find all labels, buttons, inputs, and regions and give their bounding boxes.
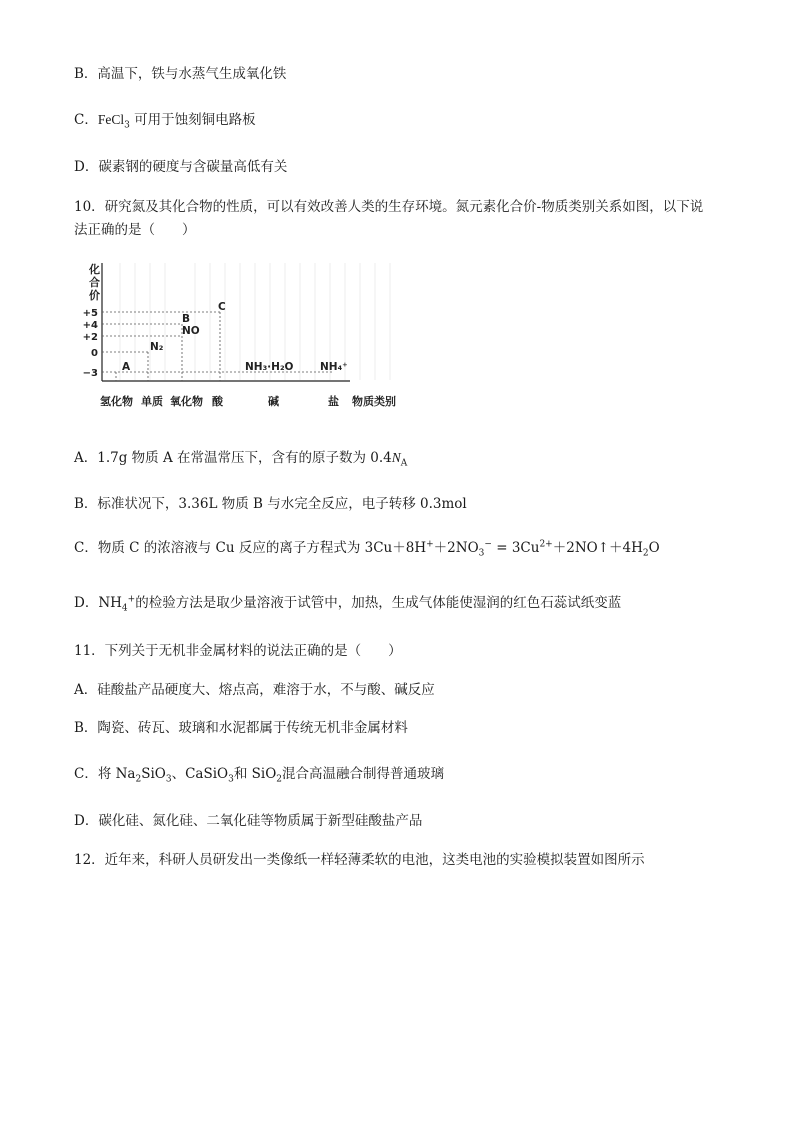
y-axis-label-1: 化 — [89, 263, 100, 276]
q11-option-d: D．碳化硅、氮化硅、二氧化硅等物质属于新型硅酸盐产品 — [74, 813, 423, 829]
y-tick-label: 0 — [91, 348, 98, 359]
y-axis-label-2: 合 — [89, 276, 100, 289]
point-label: B — [182, 313, 191, 325]
point-label: NH₃·H₂O — [245, 361, 294, 373]
point-label: A — [122, 361, 131, 373]
q12-stem: 12．近年来，科研人员研发出一类像纸一样轻薄柔软的电池，这类电池的实验模拟装置如图所示 — [74, 852, 645, 868]
q11-option-a: A．硅酸盐产品硬度大、熔点高，难溶于水，不与酸、碱反应 — [74, 682, 435, 698]
x-axis-label: 物质类别 — [352, 395, 396, 408]
q9-option-d: D．碳素钢的硬度与含碳量高低有关 — [74, 159, 288, 175]
q10-stem-line2: 法正确的是（ ） — [74, 222, 196, 238]
y-tick-label: +4 — [82, 320, 98, 331]
valence-category-chart — [70, 255, 415, 415]
q10-option-a: A．1.7g 物质 A 在常温常压下，含有的原子数为 $0.4N_A$ — [74, 450, 408, 469]
y-axis-label-3: 价 — [89, 289, 100, 302]
y-tick-label: +2 — [82, 332, 98, 343]
x-category-label: 氢化物 — [100, 395, 133, 408]
q11-option-b: B．陶瓷、砖瓦、玻璃和水泥都属于传统无机非金属材料 — [74, 720, 408, 736]
x-category-label: 酸 — [212, 395, 223, 408]
point-label: C — [218, 301, 226, 313]
q10-stem-line1: 10．研究氮及其化合物的性质，可以有效改善人类的生存环境。氮元素化合价-物质类别关系如图，以下说 — [74, 199, 704, 215]
q11-stem: 11．下列关于无机非金属材料的说法正确的是（ ） — [74, 643, 402, 659]
q10-option-b: B．标准状况下，3.36L 物质 B 与水完全反应，电子转移 0.3mol — [74, 496, 467, 512]
point-label: NH₄⁺ — [320, 361, 348, 373]
q10-option-d: D．$NH_4^+$的检验方法是取少量溶液于试管中，加热，生成气体能使湿润的红色石蕊试纸变蓝 — [74, 594, 622, 614]
y-tick-label: +5 — [82, 308, 98, 319]
x-category-label: 单质 — [141, 395, 163, 408]
q9-option-b: B．高温下，铁与水蒸气生成氧化铁 — [74, 66, 287, 82]
point-label: N₂ — [150, 341, 164, 353]
x-category-label: 氧化物 — [170, 395, 203, 408]
point-label: NO — [182, 325, 200, 337]
x-category-label: 盐 — [328, 395, 339, 408]
x-category-label: 碱 — [268, 395, 279, 408]
y-tick-label: −3 — [82, 368, 98, 379]
q10-option-c: C．物质 C 的浓溶液与 Cu 反应的离子方程式为 $3Cu+8H^++2NO_3^-$ = $3Cu^{2+}+2NO↑+4H_2O$ — [74, 539, 660, 559]
q11-option-c: C．将 $Na_2SiO_3$、CaSiO$_3$和 SiO$_2$混合高温融合制得普通玻璃 — [74, 766, 445, 785]
q9-option-c: C．FeCl$_3$ 可用于蚀刻铜电路板 — [74, 112, 256, 131]
